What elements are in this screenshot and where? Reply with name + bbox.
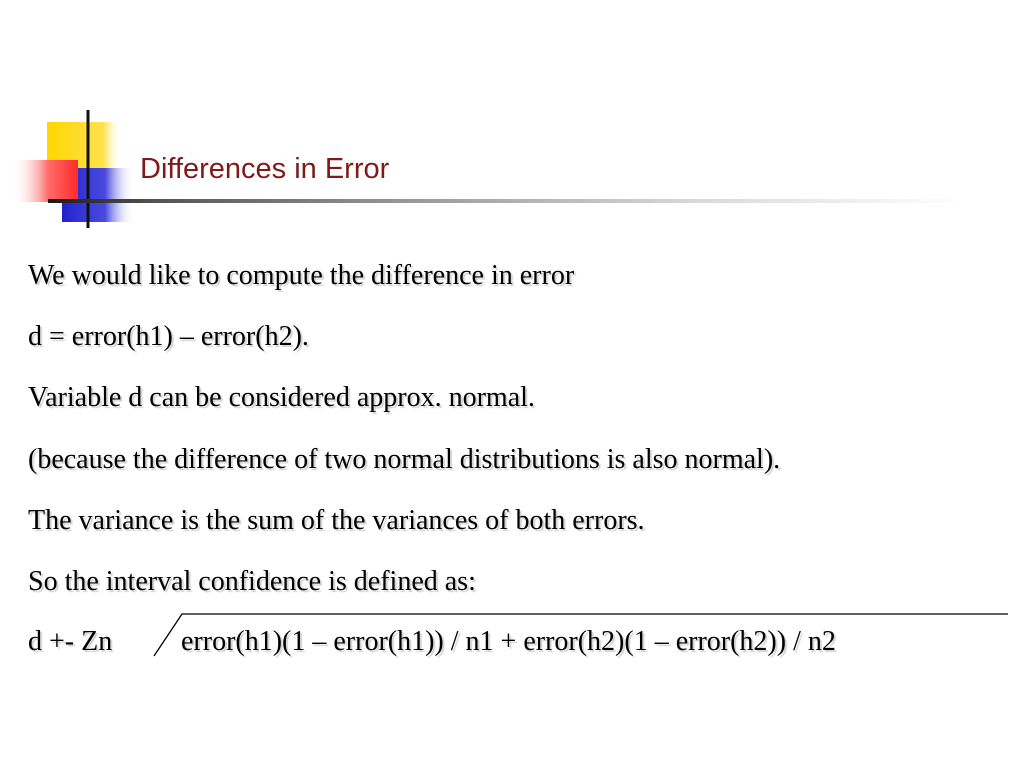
body-line: We would like to compute the difference in error (28, 260, 575, 291)
body-line: So the interval confidence is defined as: (28, 565, 476, 597)
decorative-squares-logo (0, 0, 140, 240)
formula-radicand: error(h1)(1 – error(h1)) / n1 + error(h2)(1 – error(h2)) / n2 (181, 626, 836, 657)
body-line: d = error(h1) – error(h2). (28, 321, 309, 353)
body-line: Variable d can be considered approx. normal. (28, 382, 535, 414)
slide-body (28, 254, 1008, 621)
logo-red-square (12, 160, 78, 202)
body-line: The variance is the sum of the variances of both errors. (28, 504, 645, 536)
slide-title: Differences in Error (140, 153, 390, 185)
body-line: (because the difference of two normal distributions is also normal). (28, 443, 781, 475)
formula-prefix: d +- Zn (28, 626, 113, 657)
title-underline (48, 199, 968, 203)
confidence-interval-formula (28, 620, 1008, 670)
